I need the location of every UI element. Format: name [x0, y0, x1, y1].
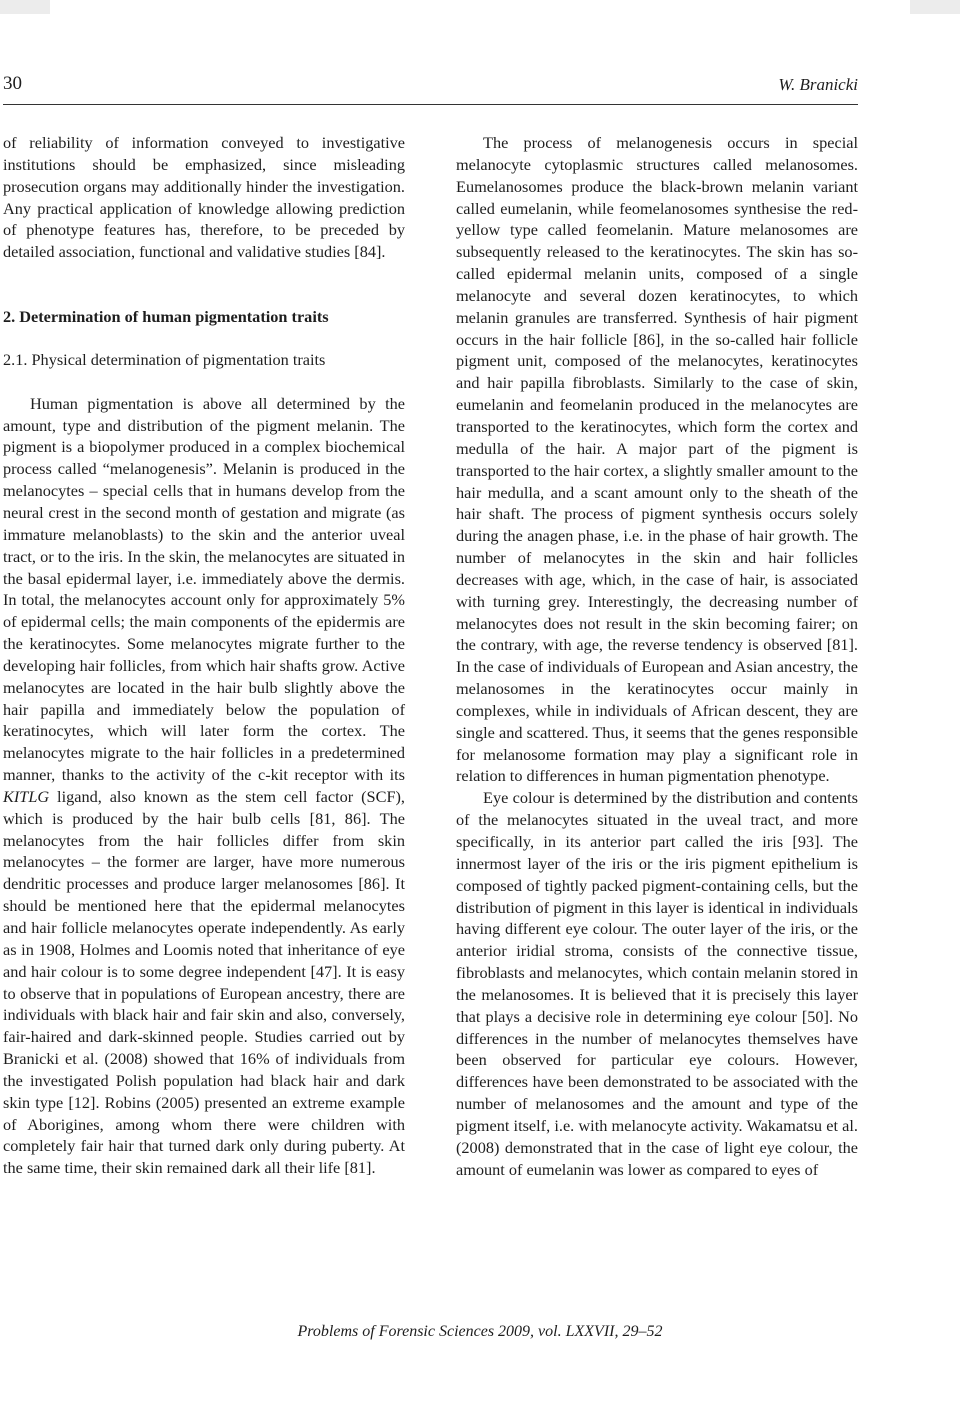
paragraph-continued: of reliability of information conveyed to investigative institutions should be emphasized, since misleading prosecution organs may additionally hinder the investigation. Any practical application of knowledge allowing prediction of phenotype features has, therefore, to be preceded by detailed association, functional and validative studies [84].	[3, 133, 405, 262]
footer-citation: Problems of Forensic Sciences 2009, vol. LXXVII, 29–52	[297, 1323, 663, 1340]
running-header-author: W. Branicki	[778, 75, 858, 94]
paragraph-text: Human pigmentation is above all determined by the amount, type and distribution of the pigment melanin. The pigment is a biopolymer produced in a complex biochemical process called “melanogenesis”. Melanin is produced in the melanocytes – special cells that in humans develop from the neural crest in the second month of gestation and migrate (as immature melanoblasts) to the skin and the anterior uveal tract, or to the iris. In the skin, the melanocytes are situated in the basal epidermal layer, i.e. immediately above the dermis. In total, the melanocytes account only for approximately 5% of epidermal cells; the main components of the epidermis are the keratinocytes. Some melanocytes migrate further to the developing hair follicles, from which hair shafts grow. Active melanocytes are located in the hair bulb slightly above the hair papilla and immediately below the population of keratinocytes, which will later form the cortex. The melanocytes migrate to the hair follicles in a predetermined manner, thanks to the activity of the c-kit receptor with its	[3, 393, 405, 785]
page-number: 30	[3, 73, 22, 94]
paragraph-eye-colour: Eye colour is determined by the distribution and contents of the melanocytes situated in the uveal tract, and more specifically, in its anterior part called the iris [93]. The innermost layer of the iris or the iris pigment epithelium is composed of tightly packed pigment-containing cells, but the distribution of pigment in this layer is identical in individuals having different eye colour. The outer layer of the iris, or the anterior iridial stroma, consists of the connective tissue, fibroblasts and melanocytes, which contain melanin stored in the melanosomes. It is believed that it is precisely this layer that plays a decisive role in determining eye colour [50]. No differences in the number of melanocytes themselves have been observed for particular eye colours. However, differences have been demonstrated to be associated with the number of melanosomes and the amount and type of the pigment itself, i.e. with melanocyte activity. Wakamatsu et al. (2008) demonstrated that in the case of light eye colour, the amount of eumelanin was lower as compared to eyes of	[456, 788, 858, 1179]
gene-name: KITLG	[3, 786, 50, 806]
scan-corner-mark-left	[0, 0, 50, 14]
paragraph-pigmentation	[3, 393, 405, 1179]
paragraph-melanogenesis: The process of melanogenesis occurs in special melanocyte cytoplasmic structures called melanosomes. Eumelanosomes produce the black-brown melanin variant called eumelanin, while feomelanosomes synthesise the red-yellow type called feomelanin. Mature melanosomes are subsequently released to the keratinocytes. The skin has so-called epidermal melanin units, composed of a single melanocyte and several dozen keratinocytes, to which melanin granules are transferred. Synthesis of hair pigment occurs in the hair follicle [86], in the so-called hair follicle pigment unit, composed of the melanocytes, keratinocytes and hair papilla fibroblasts. Similarly to the case of skin, eumelanin and feomelanin produced in the melanocytes are transported to the keratinocytes, which form the cortex and medulla of the hair. A major part of the pigment is transported to the hair cortex, a slightly smaller amount to the hair medulla, and a scant amount only to the sheath of the hair shaft. The process of pigment synthesis occurs solely during the anagen phase, i.e. in the phase of hair growth. The number of melanocytes in the skin and hair follicles decreases with age, which, in the case of hair, is associated with turning grey. Interestingly, the decreasing number of melanocytes does not result in the skin becoming fairer; on the contrary, with age, the reverse tendency is observed [81]. In the case of individuals of European and Asian ancestry, the melanosomes in the keratinocytes occur mainly in complexes, while in individuals of African descent, they are single and scattered. Thus, it seems that the genes responsible for melanosome formation may play a significant role in relation to differences in human pigmentation phenotype.	[456, 133, 858, 786]
scan-corner-mark-right	[910, 0, 960, 14]
header-rule	[3, 104, 858, 105]
left-column	[3, 132, 405, 1179]
section-heading: 2. Determination of human pigmentation traits	[3, 307, 329, 327]
right-column	[456, 132, 858, 1181]
subsection-heading: 2.1. Physical determination of pigmentation traits	[3, 349, 326, 369]
paragraph-text: ligand, also known as the stem cell factor (SCF), which is produced by the hair bulb cells [81, 86]. The melanocytes from the hair follicles differ from skin melanocytes – the former are larger, have more numerous dendritic processes and produce larger melanosomes [86]. It should be mentioned here that the epidermal melanocytes and hair follicle melanocytes operate independently. As early as in 1908, Holmes and Loomis noted that inheritance of eye and hair colour is to some degree independent [47]. It is easy to observe that in populations of European ancestry, there are individuals with black hair and fair skin and also, conversely, fair-haired and dark-skinned people. Studies carried out by Branicki et al. (2008) showed that 16% of individuals from the investigated Polish population had black hair and dark skin type [12]. Robins (2005) presented an extreme example of Aborigines, among whom there were children with completely fair hair that turned dark only during puberty. At the same time, their skin remained dark all their life [81].	[3, 786, 405, 1178]
